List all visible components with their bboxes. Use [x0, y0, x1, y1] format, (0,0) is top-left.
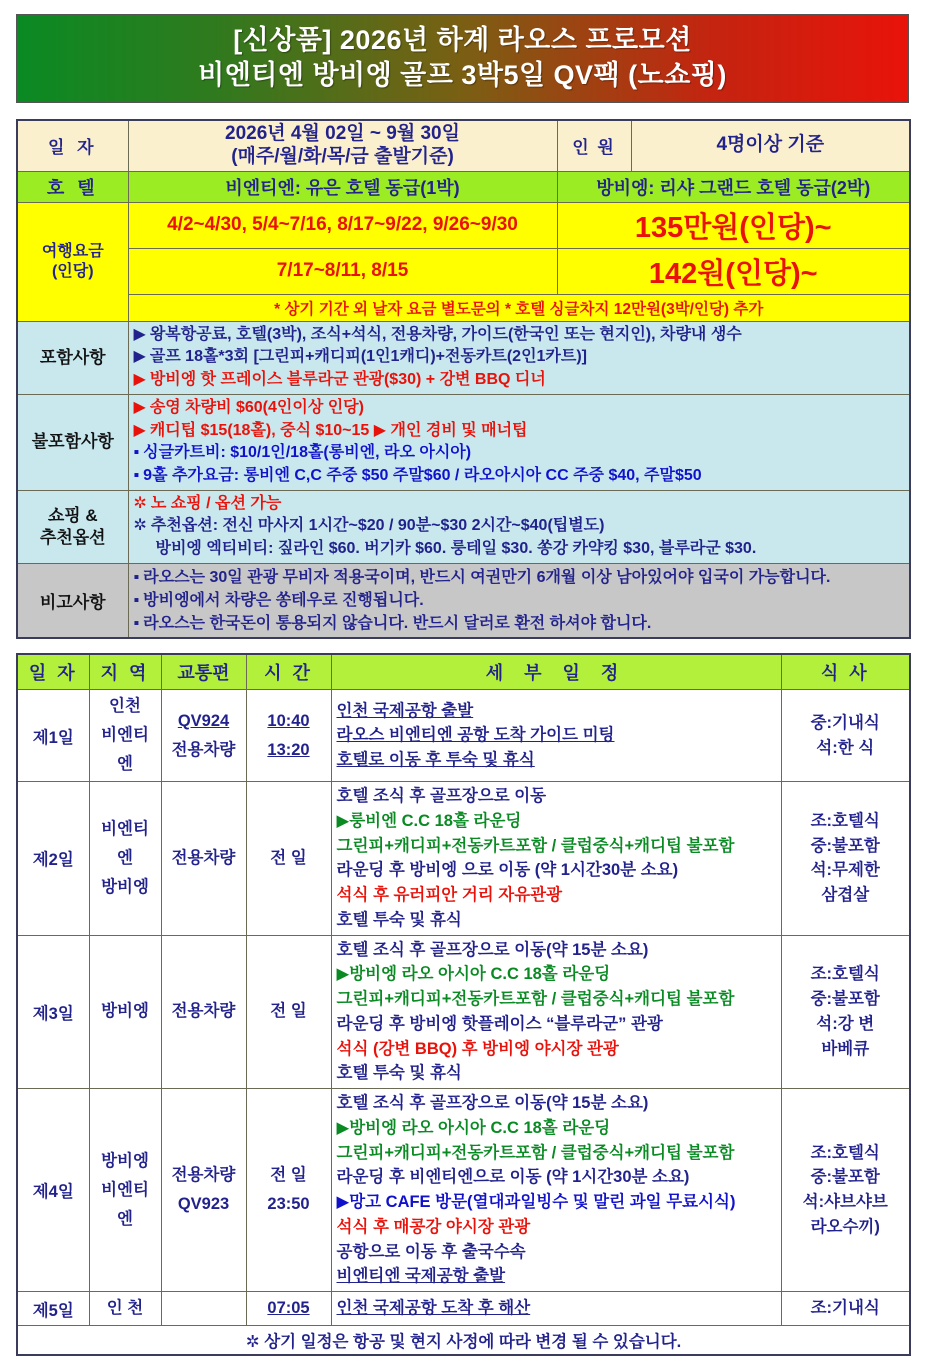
- detail-line: 석식 (강변 BBQ) 후 방비엥 야시장 관광: [336, 1039, 619, 1058]
- info-row-hotel: [17, 171, 910, 202]
- bullet-text: 방비엥에서 차량은 쏭테우로 진행됩니다.: [143, 592, 424, 610]
- cell-meals-line: 중:기내식: [810, 714, 880, 732]
- cell-transport: [161, 782, 246, 936]
- detail-line: 인천 국제공항 도착 후 해산: [336, 1299, 531, 1318]
- cell-region-line: 비엔티엔: [101, 726, 149, 774]
- bullet-marker-icon: ✲: [133, 517, 147, 535]
- cell-meals-line: 중:불포함: [810, 1168, 880, 1187]
- cell-time-line: 07:05: [267, 1299, 310, 1318]
- date-value-line1: 2026년 4월 02일 ~ 9월 30일: [225, 123, 460, 145]
- product-info-table: [16, 119, 911, 639]
- info-row-shopping: [17, 490, 910, 563]
- cell-details: [331, 1292, 781, 1326]
- header-banner: [16, 14, 909, 103]
- cell-meals-line: 조:호텔식: [810, 811, 880, 830]
- hotel-vientiane: 비엔티엔: 유은 호텔 동급(1박): [128, 171, 557, 202]
- detail-line: 비엔티엔 국제공항 출발: [336, 1267, 506, 1286]
- cell-day: 제5일: [17, 1292, 89, 1326]
- itinerary-table: [16, 653, 911, 1356]
- cell-day: 제2일: [17, 782, 89, 936]
- detail-line: 호텔 투숙 및 휴식: [336, 1064, 462, 1083]
- shopping-label-line1: 쇼핑 &: [47, 505, 98, 525]
- cell-time-line: 10:40: [267, 711, 310, 730]
- cell-details: [331, 690, 781, 782]
- bullet-text: 노 쇼핑 / 옵션 가능: [150, 494, 282, 512]
- bullet-marker-icon: ▶: [133, 325, 146, 343]
- date-value-line2: (매주/월/화/목/금 출발기준): [231, 145, 454, 167]
- bullet-text: 방비엥 핫 프레이스 블루라군 관광($30) + 강변 BBQ 디너: [149, 371, 546, 389]
- info-row-date: [17, 120, 910, 171]
- cell-region: [89, 1292, 161, 1326]
- bullet-marker-icon: ▶: [133, 398, 146, 416]
- shopping-label-line2: 추천옵션: [39, 527, 106, 547]
- info-row-include: [17, 321, 910, 394]
- table-row: [17, 1089, 910, 1292]
- cell-region-line: 비엔티엔: [101, 820, 149, 867]
- cell-region-line: 방비엥: [101, 1151, 149, 1170]
- fare-label-line1: 여행요금: [41, 242, 104, 260]
- hotel-vangvieng: 방비엥: 리샤 그랜드 호텔 동급(2박): [557, 171, 910, 202]
- cell-meals-line: 석:강 변: [816, 1014, 875, 1033]
- itinerary-footnote: ✲ 상기 일정은 항공 및 현지 사정에 따라 변경 될 수 있습니다.: [17, 1325, 910, 1355]
- itinerary-footnote-row: [17, 1325, 910, 1355]
- cell-transport: [161, 935, 246, 1089]
- cell-time-line: 전 일: [270, 1166, 307, 1185]
- cell-meals-line: 라오수끼): [810, 1217, 880, 1236]
- detail-line: ▶방비엥 라오 아시아 C.C 18홀 라운딩: [336, 965, 611, 984]
- fare-amount-1: 135만원(인당)~: [557, 202, 910, 248]
- cell-time: [246, 935, 331, 1089]
- shopping-label: [17, 490, 128, 563]
- cell-meals-line: 조:호텔식: [810, 965, 880, 984]
- cell-meals-line: 삼겹살: [821, 886, 870, 905]
- cell-details: [331, 782, 781, 936]
- detail-line: ▶방비엥 라오 아시아 C.C 18홀 라운딩: [336, 1118, 611, 1137]
- cell-region-line: 방비엥: [101, 1002, 149, 1021]
- detail-line: 공항으로 이동 후 출국수속: [336, 1242, 526, 1261]
- cell-region: [89, 690, 161, 782]
- bullet-line: [134, 369, 905, 392]
- fare-amount-2: 142원(인당)~: [557, 248, 910, 294]
- bullet-line: [134, 566, 905, 589]
- bullet-text: 왕복항공료, 호텔(3박), 조식+석식, 전용차량, 가이드(한국인 또는 현지인), 차량내 생수: [149, 325, 742, 343]
- cell-day: 제3일: [17, 935, 89, 1089]
- fare-note: * 상기 기간 외 날자 요금 별도문의 * 호텔 싱글차지 12만원(3박/인당) 추가: [128, 294, 910, 321]
- banner-title-line1: [신상품] 2026년 하계 라오스 프로모션: [233, 25, 692, 55]
- bullet-text: 라오스는 30일 관광 무비자 적용국이며, 반드시 여권만기 6개월 이상 남아있어야 입국이 가능합니다.: [143, 568, 831, 586]
- cell-transport: [161, 1089, 246, 1292]
- cell-meals-line: 중:불포함: [810, 990, 880, 1009]
- bullet-marker-icon: ▶: [133, 421, 146, 439]
- bullet-text: 추천옵션: 전신 마사지 1시간~$20 / 90분~$30 2시간~$40(팁별도): [150, 517, 605, 535]
- bullet-marker-icon: ▪: [133, 444, 140, 462]
- info-row-fare-2: [17, 248, 910, 294]
- fare-label-line2: (인당): [51, 262, 94, 280]
- bullet-marker-icon: ▪: [133, 467, 140, 484]
- col-header-region: 지 역: [89, 654, 161, 690]
- cell-region-line: 비엔티엔: [101, 1180, 149, 1228]
- detail-line: 라오스 비엔티엔 공항 도착 가이드 미팅: [336, 726, 615, 745]
- date-value: [128, 120, 557, 171]
- cell-time: [246, 1089, 331, 1292]
- detail-line: ▶룽비엔 C.C 18홀 라운딩: [336, 811, 522, 830]
- cell-transport-line: QV924: [177, 711, 230, 730]
- detail-line: 그린피+캐디피+전동카트포함 / 클럽중식+캐디팁 불포함: [336, 1143, 735, 1162]
- cell-details: [331, 935, 781, 1089]
- detail-line: 호텔 투숙 및 휴식: [336, 910, 462, 929]
- bullet-marker-icon: ▶: [133, 348, 146, 366]
- detail-line: 라운딩 후 비엔티엔으로 이동 (약 1시간30분 소요): [336, 1168, 690, 1187]
- cell-transport-line: 전용차량: [171, 848, 236, 867]
- cell-transport-line: QV923: [177, 1195, 230, 1214]
- detail-line: 호텔로 이동 후 투숙 및 휴식: [336, 751, 535, 770]
- cell-time-line: 13:20: [267, 740, 310, 759]
- remark-label: 비고사항: [17, 563, 128, 638]
- cell-meals-line: 석:무제한: [810, 861, 880, 880]
- bullet-line: [134, 465, 905, 488]
- cell-meals-line: 중:불포함: [810, 836, 880, 855]
- include-list: [128, 321, 910, 394]
- bullet-marker-icon: ▪: [133, 615, 140, 633]
- remark-list: [128, 563, 910, 638]
- bullet-line: [134, 420, 905, 443]
- detail-line: 호텔 조식 후 골프장으로 이동: [336, 787, 547, 806]
- bullet-line: [134, 397, 905, 420]
- itinerary-body: [17, 690, 910, 1326]
- cell-region-line: 인천: [109, 697, 141, 716]
- bullet-text: 골프 18홀*3회 [그린피+캐디피(1인1캐디)+전동카트(2인1카트)]: [149, 348, 587, 366]
- cell-day: 제1일: [17, 690, 89, 782]
- info-row-exclude: [17, 394, 910, 490]
- table-row: [17, 782, 910, 936]
- exclude-list: [128, 394, 910, 490]
- cell-day: 제4일: [17, 1089, 89, 1292]
- cell-meals: [781, 690, 910, 782]
- col-header-time: 시 간: [246, 654, 331, 690]
- cell-time-line: 전 일: [270, 848, 307, 867]
- detail-line: 석식 후 유러피안 거리 자유관광: [336, 886, 563, 905]
- info-row-fare-1: [17, 202, 910, 248]
- table-row: [17, 690, 910, 782]
- bullet-line: [134, 612, 905, 635]
- cell-region: [89, 1089, 161, 1292]
- cell-transport-line: 전용차량: [171, 740, 236, 759]
- cell-meals-line: 석:샤브샤브: [802, 1193, 888, 1212]
- info-row-remark: [17, 563, 910, 638]
- cell-meals: [781, 935, 910, 1089]
- cell-details: [331, 1089, 781, 1292]
- detail-line: 인천 국제공항 출발: [336, 701, 474, 720]
- banner-title-line2: 비엔티엔 방비엥 골프 3박5일 QV팩 (노쇼핑): [198, 59, 727, 90]
- fare-period-1: 4/2~4/30, 5/4~7/16, 8/17~9/22, 9/26~9/30: [128, 202, 557, 248]
- detail-line: 라운딩 후 방비엥 으로 이동 (약 1시간30분 소요): [336, 861, 679, 880]
- detail-line: 그린피+캐디피+전동카트포함 / 클럽중식+캐디팁 불포함: [336, 836, 735, 855]
- cell-time: [246, 1292, 331, 1326]
- cell-time-line: 23:50: [267, 1195, 310, 1214]
- shopping-list: [128, 490, 910, 563]
- col-header-details: 세 부 일 정: [331, 654, 781, 690]
- col-header-day: 일 자: [17, 654, 89, 690]
- info-row-fare-note: [17, 294, 910, 321]
- cell-time: [246, 690, 331, 782]
- bullet-marker-icon: ✲: [133, 494, 147, 512]
- detail-line: ▶망고 CAFE 방문(열대과일빙수 및 말린 과일 무료시식): [336, 1193, 736, 1212]
- people-label: 인 원: [557, 120, 631, 171]
- bullet-line: [134, 538, 905, 561]
- cell-region: [89, 935, 161, 1089]
- itinerary-header-row: [17, 654, 910, 690]
- fare-label: [17, 202, 128, 321]
- bullet-marker-icon: ▪: [133, 568, 140, 586]
- include-label: 포함사항: [17, 321, 128, 394]
- cell-meals: [781, 782, 910, 936]
- bullet-line: [134, 589, 905, 612]
- hotel-label: 호 텔: [17, 171, 128, 202]
- bullet-text: 송영 차량비 $60(4인이상 인당): [149, 398, 364, 416]
- bullet-text: 싱글카트비: $10/1인/18홀(롱비엔, 라오 아시아): [143, 444, 472, 462]
- bullet-line: [134, 442, 905, 465]
- cell-meals-line: 바베큐: [821, 1039, 870, 1058]
- bullet-line: [134, 515, 905, 538]
- table-row: [17, 1292, 910, 1326]
- cell-time: [246, 782, 331, 936]
- col-header-meals: 식 사: [781, 654, 910, 690]
- detail-line: 석식 후 매콩강 야시장 관광: [336, 1217, 531, 1236]
- cell-transport: [161, 690, 246, 782]
- cell-transport-line: 전용차량: [171, 1002, 236, 1021]
- date-label: 일 자: [17, 120, 128, 171]
- bullet-line: [134, 324, 905, 347]
- detail-line: 그린피+캐디피+전동카트포함 / 클럽중식+캐디팁 불포함: [336, 990, 735, 1009]
- bullet-text: 라오스는 한국돈이 통용되지 않습니다. 반드시 달러로 환전 하셔야 합니다.: [143, 615, 652, 633]
- col-header-transport: 교통편: [161, 654, 246, 690]
- bullet-text: 방비엥 엑티비티: 짚라인 $60. 버기카 $60. 룽테일 $30. 쏭강 카약킹 $30, 블루라군 $30.: [155, 540, 757, 558]
- fare-period-2: 7/17~8/11, 8/15: [128, 248, 557, 294]
- bullet-text: 9홀 추가요금: 롱비엔 C,C 주중 $50 주말$60 / 라오아시아 CC 주중 $40, 주말$50: [143, 467, 702, 484]
- cell-transport: [161, 1292, 246, 1326]
- bullet-text: 캐디팁 $15(18홀), 중식 $10~15 ▶ 개인 경비 및 매너팁: [149, 421, 528, 439]
- exclude-label: 불포함사항: [17, 394, 128, 490]
- cell-transport-line: 전용차량: [171, 1166, 236, 1185]
- detail-line: 호텔 조식 후 골프장으로 이동(약 15분 소요): [336, 1094, 649, 1113]
- cell-meals-line: 석:한 식: [816, 738, 875, 757]
- bullet-line: [134, 493, 905, 516]
- cell-time-line: 전 일: [270, 1002, 307, 1021]
- cell-meals: [781, 1292, 910, 1326]
- cell-region-line: 인 천: [106, 1299, 144, 1318]
- cell-region: [89, 782, 161, 936]
- detail-line: 호텔 조식 후 골프장으로 이동(약 15분 소요): [336, 940, 649, 959]
- cell-meals-line: 조:호텔식: [810, 1143, 880, 1162]
- table-row: [17, 935, 910, 1089]
- cell-meals-line: 조:기내식: [810, 1299, 880, 1318]
- bullet-marker-icon: ▪: [133, 592, 140, 610]
- people-value: 4명이상 기준: [631, 120, 910, 171]
- cell-meals: [781, 1089, 910, 1292]
- cell-region-line: 방비엥: [101, 877, 149, 896]
- detail-line: 라운딩 후 방비엥 핫플레이스 “블루라군” 관광: [336, 1014, 663, 1033]
- bullet-marker-icon: ▶: [133, 371, 146, 389]
- bullet-line: [134, 346, 905, 369]
